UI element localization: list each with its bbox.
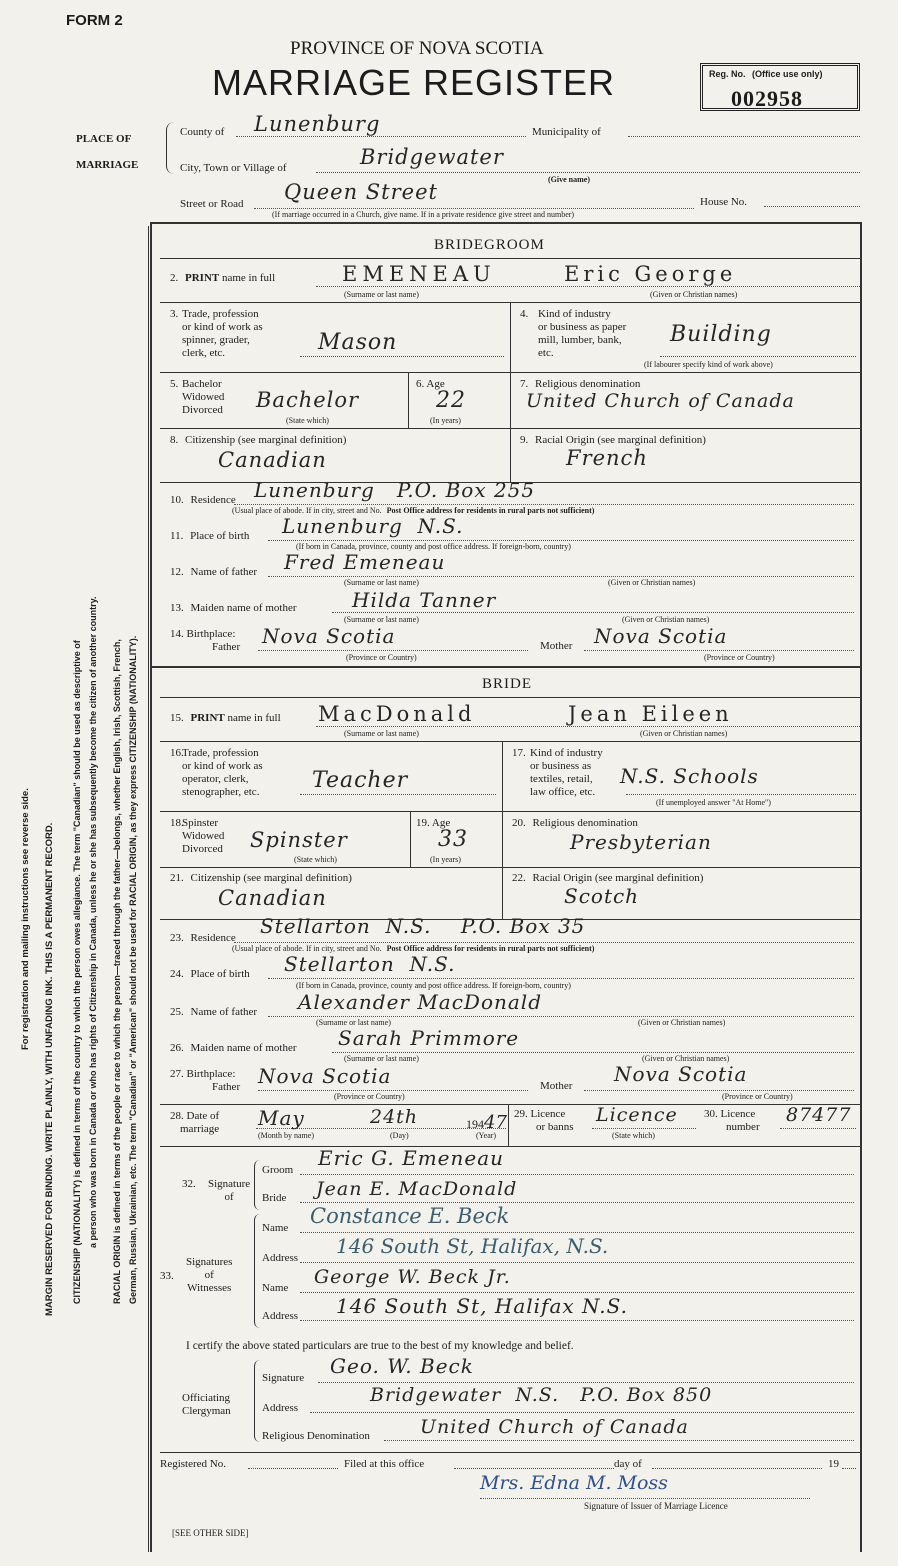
bride-years-note: (In years) <box>430 855 461 864</box>
groom-mother-given-note: (Given or Christian names) <box>622 615 710 624</box>
licence-label-2: or banns <box>536 1121 574 1133</box>
bride-res-label: Residence <box>190 932 236 944</box>
bride-n26: 26. <box>170 1042 184 1054</box>
bride-n18: 18. <box>170 817 184 829</box>
sig-n32: 32. <box>182 1178 196 1190</box>
groom-trade: Mason <box>318 330 398 355</box>
licence-state-note: (State which) <box>612 1131 655 1140</box>
w2-name: George W. Beck Jr. <box>314 1266 511 1288</box>
municipality-label: Municipality of <box>532 126 601 138</box>
bride-bp-label1: Birthplace: <box>186 1068 236 1080</box>
w2-address: 146 South St, Halifax N.S. <box>336 1294 628 1318</box>
groom-given: Eric George <box>564 262 737 286</box>
groom-n7: 7. <box>520 378 529 390</box>
bride-age-label: Age <box>431 817 451 829</box>
sig-label-2: of <box>224 1191 234 1203</box>
margin-line-6: German, Russian, Ukrainian, etc. The term "Canadian" or "American" should not be used for RACIAL ORIGIN, as they express CITIZENSHIP (NATIONALITY). <box>128 635 138 1304</box>
filed-label: Filed at this office <box>344 1458 425 1470</box>
licence-label-1: Licence <box>530 1108 566 1120</box>
groom-industry: Building <box>670 322 772 347</box>
marriage-n30: 30. <box>704 1108 718 1120</box>
bride-trade: Teacher <box>312 768 409 793</box>
bride-cit-label: Citizenship (see marginal definition) <box>190 872 352 884</box>
groom-religion: United Church of Canada <box>526 390 795 412</box>
licence-number-label-1: Licence <box>720 1108 756 1120</box>
groom-mother: Hilda Tanner <box>352 588 497 612</box>
issuer-label: Signature of Issuer of Marriage Licence <box>584 1501 728 1511</box>
see-other-side: [SEE OTHER SIDE] <box>172 1528 249 1538</box>
groom-father-bp: Nova Scotia <box>262 624 396 648</box>
bride-rel-label: Religious denomination <box>532 817 638 829</box>
bride-heading: BRIDE <box>482 676 532 692</box>
street-label: Street or Road <box>180 198 244 210</box>
bride-mother-surname-note: (Surname or last name) <box>344 1054 419 1063</box>
bride-surname-note: (Surname or last name) <box>344 729 419 738</box>
groom-n10: 10. <box>170 494 184 506</box>
groom-n13: 13. <box>170 602 184 614</box>
groom-mother-bp-label: Mother <box>540 640 573 652</box>
groom-father: Fred Emeneau <box>284 550 446 574</box>
place-brace <box>166 122 176 174</box>
witness-label-2: of <box>204 1269 214 1281</box>
bride-state-note: (State which) <box>294 855 337 864</box>
bride-father-prov-note: (Province or Country) <box>334 1092 405 1101</box>
groom-mother-prov-note: (Province or Country) <box>704 653 775 662</box>
groom-n3: 3. <box>170 308 179 320</box>
groom-father-surname-note: (Surname or last name) <box>344 578 419 587</box>
w1-name: Constance E. Beck <box>310 1204 510 1228</box>
groom-status-l3: Divorced <box>182 404 223 416</box>
groom-trade-l4: clerk, etc. <box>182 347 226 359</box>
groom-heading: BRIDEGROOM <box>434 237 545 253</box>
groom-mother-label: Maiden name of mother <box>190 602 297 614</box>
issuer-signature: Mrs. Edna M. Moss <box>480 1472 668 1494</box>
groom-status: Bachelor <box>256 388 360 412</box>
witness-label-1: Signatures <box>186 1256 233 1268</box>
licence-type: Licence <box>596 1104 678 1126</box>
bride-ind-l1: Kind of industry <box>530 747 603 759</box>
bride-trade-l4: stenographer, etc. <box>182 786 260 798</box>
registered-label: Registered No. <box>160 1458 226 1470</box>
margin-line-5: RACIAL ORIGIN is defined in terms of the people or race to which the person—traced through the father—belongs, whether English, Irish, Scottish, French, <box>112 639 122 1304</box>
bride-residence: Stellarton N.S. P.O. Box 35 <box>260 914 586 938</box>
clergy-address: Bridgewater N.S. P.O. Box 850 <box>370 1384 713 1406</box>
margin-line-1: For registration and mailing instructions see reverse side. <box>20 788 31 1050</box>
clergy-sig-label: Signature <box>262 1372 305 1384</box>
bride-father: Alexander MacDonald <box>298 990 542 1014</box>
bride-surname: MacDonald <box>318 702 476 726</box>
groom-ind-l2: or business as paper <box>538 321 627 333</box>
clergy-label-1: Officiating <box>182 1392 231 1404</box>
day-label: day of <box>614 1458 642 1470</box>
county-value: Lunenburg <box>254 112 381 136</box>
place-label-2: MARRIAGE <box>76 159 139 171</box>
bride-racial-origin: Scotch <box>564 884 640 908</box>
bride-citizenship: Canadian <box>218 886 327 910</box>
reg-number: 002958 <box>731 86 803 111</box>
groom-racial-origin: French <box>566 446 648 470</box>
groom-ind-l4: etc. <box>538 347 554 359</box>
bride-father-bp: Nova Scotia <box>258 1064 392 1088</box>
bride-pob-label: Place of birth <box>190 968 250 980</box>
place-note: (If marriage occurred in a Church, give name. If in a private residence give street and number) <box>272 210 575 219</box>
month-note: (Month by name) <box>258 1131 314 1140</box>
bride-mother-label: Maiden name of mother <box>190 1042 297 1054</box>
groom-status-l2: Widowed <box>182 391 225 403</box>
province-heading: PROVINCE OF NOVA SCOTIA <box>290 38 544 59</box>
clergy-brace <box>254 1360 262 1442</box>
date-label-2: marriage <box>180 1123 220 1135</box>
margin-line-4: a person who was born in Canada or who has rights of Citizenship in Canada, unless he or she has subsequently become the citizen of another country. <box>88 596 98 1248</box>
bride-n19: 19. <box>416 817 430 829</box>
w1-address: 146 South St, Halifax, N.S. <box>336 1234 609 1258</box>
groom-years-note: (In years) <box>430 416 461 425</box>
bride-bp-label2: Father <box>212 1081 241 1093</box>
groom-status-l1: Bachelor <box>182 378 222 390</box>
bride-status-l2: Widowed <box>182 830 225 842</box>
groom-n11: 11. <box>170 530 184 542</box>
groom-n12: 12. <box>170 566 184 578</box>
city-value: Bridgewater <box>360 145 504 169</box>
bride-ind-l4: law office, etc. <box>530 786 596 798</box>
day-note: (Day) <box>390 1131 409 1140</box>
groom-surname: EMENEAU <box>342 262 496 286</box>
groom-pob-label: Place of birth <box>190 530 250 542</box>
w1-name-label: Name <box>262 1222 289 1234</box>
year-19-label: 19 <box>828 1458 839 1470</box>
bride-trade-l2: or kind of work as <box>182 760 263 772</box>
reg-label: Reg. No. <box>709 69 746 79</box>
marriage-month: May <box>258 1106 305 1130</box>
groom-n14: 14. <box>170 628 184 640</box>
groom-res-note-a: (Usual place of abode. If in city, street and No. <box>232 506 382 515</box>
bride-father-label: Name of father <box>190 1006 258 1018</box>
clergy-rel-label: Religious Denomination <box>262 1430 370 1442</box>
witness-brace <box>254 1214 262 1328</box>
groom-ind-l3: mill, lumber, bank, <box>538 334 622 346</box>
sig-label-1: Signature <box>208 1178 251 1190</box>
groom-sig-label: Groom <box>262 1164 294 1176</box>
w2-address-label: Address <box>262 1310 299 1322</box>
bride-birthplace: Stellarton N.S. <box>284 952 456 976</box>
clergy-religion: United Church of Canada <box>420 1416 689 1438</box>
bride-race-label: Racial Origin (see marginal definition) <box>532 872 704 884</box>
bride-n25: 25. <box>170 1006 184 1018</box>
groom-ind-l1: Kind of industry <box>538 308 611 320</box>
bride-mother: Sarah Primmore <box>338 1026 520 1050</box>
groom-n6: 6. <box>416 378 425 390</box>
groom-res-note-b: Post Office address for residents in rural parts not sufficient) <box>386 506 595 515</box>
bride-n15: 15. <box>170 712 184 724</box>
give-name-note: (Give name) <box>548 175 590 184</box>
groom-bp-label2: Father <box>212 641 241 653</box>
bride-n22: 22. <box>512 872 526 884</box>
bride-ind-note: (If unemployed answer "At Home") <box>656 798 771 807</box>
bride-name-label: name in full <box>227 712 281 724</box>
groom-print-label: PRINT <box>185 272 220 284</box>
bride-religion: Presbyterian <box>570 830 712 854</box>
marriage-n28: 28. <box>170 1110 184 1122</box>
street-value: Queen Street <box>284 180 438 204</box>
groom-n5: 5. <box>170 378 179 390</box>
bride-father-surname-note: (Surname or last name) <box>316 1018 391 1027</box>
groom-given-note: (Given or Christian names) <box>650 290 738 299</box>
groom-age-label: Age <box>426 378 445 390</box>
marriage-n29: 29. <box>514 1108 528 1120</box>
w1-address-label: Address <box>262 1252 299 1264</box>
groom-name-label: name in full <box>221 272 276 284</box>
city-label: City, Town or Village of <box>180 162 287 174</box>
bride-trade-l3: operator, clerk, <box>182 773 249 785</box>
groom-ind-note: (If labourer specify kind of work above) <box>644 360 773 369</box>
page-title: MARRIAGE REGISTER <box>212 62 616 103</box>
bride-industry: N.S. Schools <box>620 764 759 788</box>
clergy-signature: Geo. W. Beck <box>330 1354 474 1378</box>
groom-signature: Eric G. Emeneau <box>318 1146 505 1170</box>
sig-n33: 33. <box>160 1270 174 1282</box>
clergy-label-2: Clergyman <box>182 1405 231 1417</box>
groom-mother-surname-note: (Surname or last name) <box>344 615 419 624</box>
groom-cit-label: Citizenship (see marginal definition) <box>185 434 347 446</box>
licence-number-label-2: number <box>726 1121 760 1133</box>
place-label-1: PLACE OF <box>76 133 132 145</box>
groom-trade-l3: spinner, grader, <box>182 334 250 346</box>
form-number: FORM 2 <box>66 12 123 29</box>
bride-n20: 20. <box>512 817 526 829</box>
bride-n21: 21. <box>170 872 184 884</box>
bride-n27: 27. <box>170 1068 184 1080</box>
marriage-day: 24th <box>370 1106 419 1128</box>
bride-n24: 24. <box>170 968 184 980</box>
w2-name-label: Name <box>262 1282 289 1294</box>
bride-signature: Jean E. MacDonald <box>316 1178 518 1200</box>
bride-res-note-a: (Usual place of abode. If in city, street and No. <box>232 944 382 953</box>
groom-state-note: (State which) <box>286 416 329 425</box>
year-note: (Year) <box>476 1131 497 1140</box>
groom-father-prov-note: (Province or Country) <box>346 653 417 662</box>
margin-line-3: CITIZENSHIP (NATIONALITY) is defined in terms of the country to which the person owes allegiance. The term "Canadian" should be used as descriptive of <box>72 640 82 1304</box>
house-label: House No. <box>700 196 748 208</box>
bride-res-note-b: Post Office address for residents in rural parts not sufficient) <box>386 944 595 953</box>
groom-surname-note: (Surname or last name) <box>344 290 419 299</box>
groom-n4: 4. <box>520 308 529 320</box>
sig-brace <box>254 1160 262 1210</box>
groom-birthplace: Lunenburg N.S. <box>282 514 464 538</box>
bride-pob-note: (If born in Canada, province, county and post office address. If foreign-born, country) <box>296 981 571 990</box>
groom-citizenship: Canadian <box>218 448 327 472</box>
groom-mother-bp: Nova Scotia <box>594 624 728 648</box>
bride-mother-given-note: (Given or Christian names) <box>642 1054 730 1063</box>
groom-rel-label: Religious denomination <box>535 378 641 390</box>
groom-trade-l2: or kind of work as <box>182 321 263 333</box>
bride-n17: 17. <box>512 747 526 759</box>
county-label: County of <box>180 126 225 138</box>
bride-trade-l1: Trade, profession <box>182 747 259 759</box>
bride-status-l1: Spinster <box>182 817 219 829</box>
bride-mother-bp-label: Mother <box>540 1080 573 1092</box>
bride-sig-label: Bride <box>262 1192 287 1204</box>
groom-residence: Lunenburg P.O. Box 255 <box>254 478 536 502</box>
bride-given: Jean Eileen <box>568 702 733 726</box>
reg-note: (Office use only) <box>752 69 823 79</box>
groom-n8: 8. <box>170 434 179 446</box>
groom-father-given-note: (Given or Christian names) <box>608 578 696 587</box>
bride-status-l3: Divorced <box>182 843 223 855</box>
bride-ind-l3: textiles, retail, <box>530 773 593 785</box>
marriage-year-prefix: 194 <box>466 1117 484 1131</box>
bride-father-given-note: (Given or Christian names) <box>638 1018 726 1027</box>
bride-n23: 23. <box>170 932 184 944</box>
groom-pob-note: (If born in Canada, province, county and post office address. If foreign-born, country) <box>296 542 571 551</box>
bride-ind-l2: or business as <box>530 760 592 772</box>
bride-print-label: PRINT <box>190 712 225 724</box>
groom-trade-l1: Trade, profession <box>182 308 259 320</box>
groom-n9: 9. <box>520 434 529 446</box>
groom-father-label: Name of father <box>190 566 258 578</box>
groom-bp-label1: Birthplace: <box>186 628 236 640</box>
bride-n16: 16. <box>170 747 184 759</box>
marriage-year: 47 <box>484 1112 507 1133</box>
groom-age: 22 <box>436 388 466 413</box>
bride-mother-prov-note: (Province or Country) <box>722 1092 793 1101</box>
clergy-addr-label: Address <box>262 1402 299 1414</box>
certify-text: I certify the above stated particulars are true to the best of my knowledge and belief. <box>186 1340 574 1352</box>
witness-label-3: Witnesses <box>187 1282 232 1294</box>
groom-race-label: Racial Origin (see marginal definition) <box>535 434 706 446</box>
bride-age: 33 <box>438 827 468 852</box>
date-label-1: Date of <box>186 1110 220 1122</box>
margin-line-2: MARGIN RESERVED FOR BINDING. WRITE PLAINLY, WITH UNFADING INK. THIS IS A PERMANENT RECORD. <box>44 822 55 1316</box>
bride-given-note: (Given or Christian names) <box>640 729 728 738</box>
licence-number: 87477 <box>786 1104 852 1126</box>
groom-n2: 2. <box>170 272 179 284</box>
groom-res-label: Residence <box>190 494 236 506</box>
bride-status: Spinster <box>250 828 348 852</box>
reg-box <box>700 63 860 111</box>
bride-mother-bp: Nova Scotia <box>614 1062 748 1086</box>
